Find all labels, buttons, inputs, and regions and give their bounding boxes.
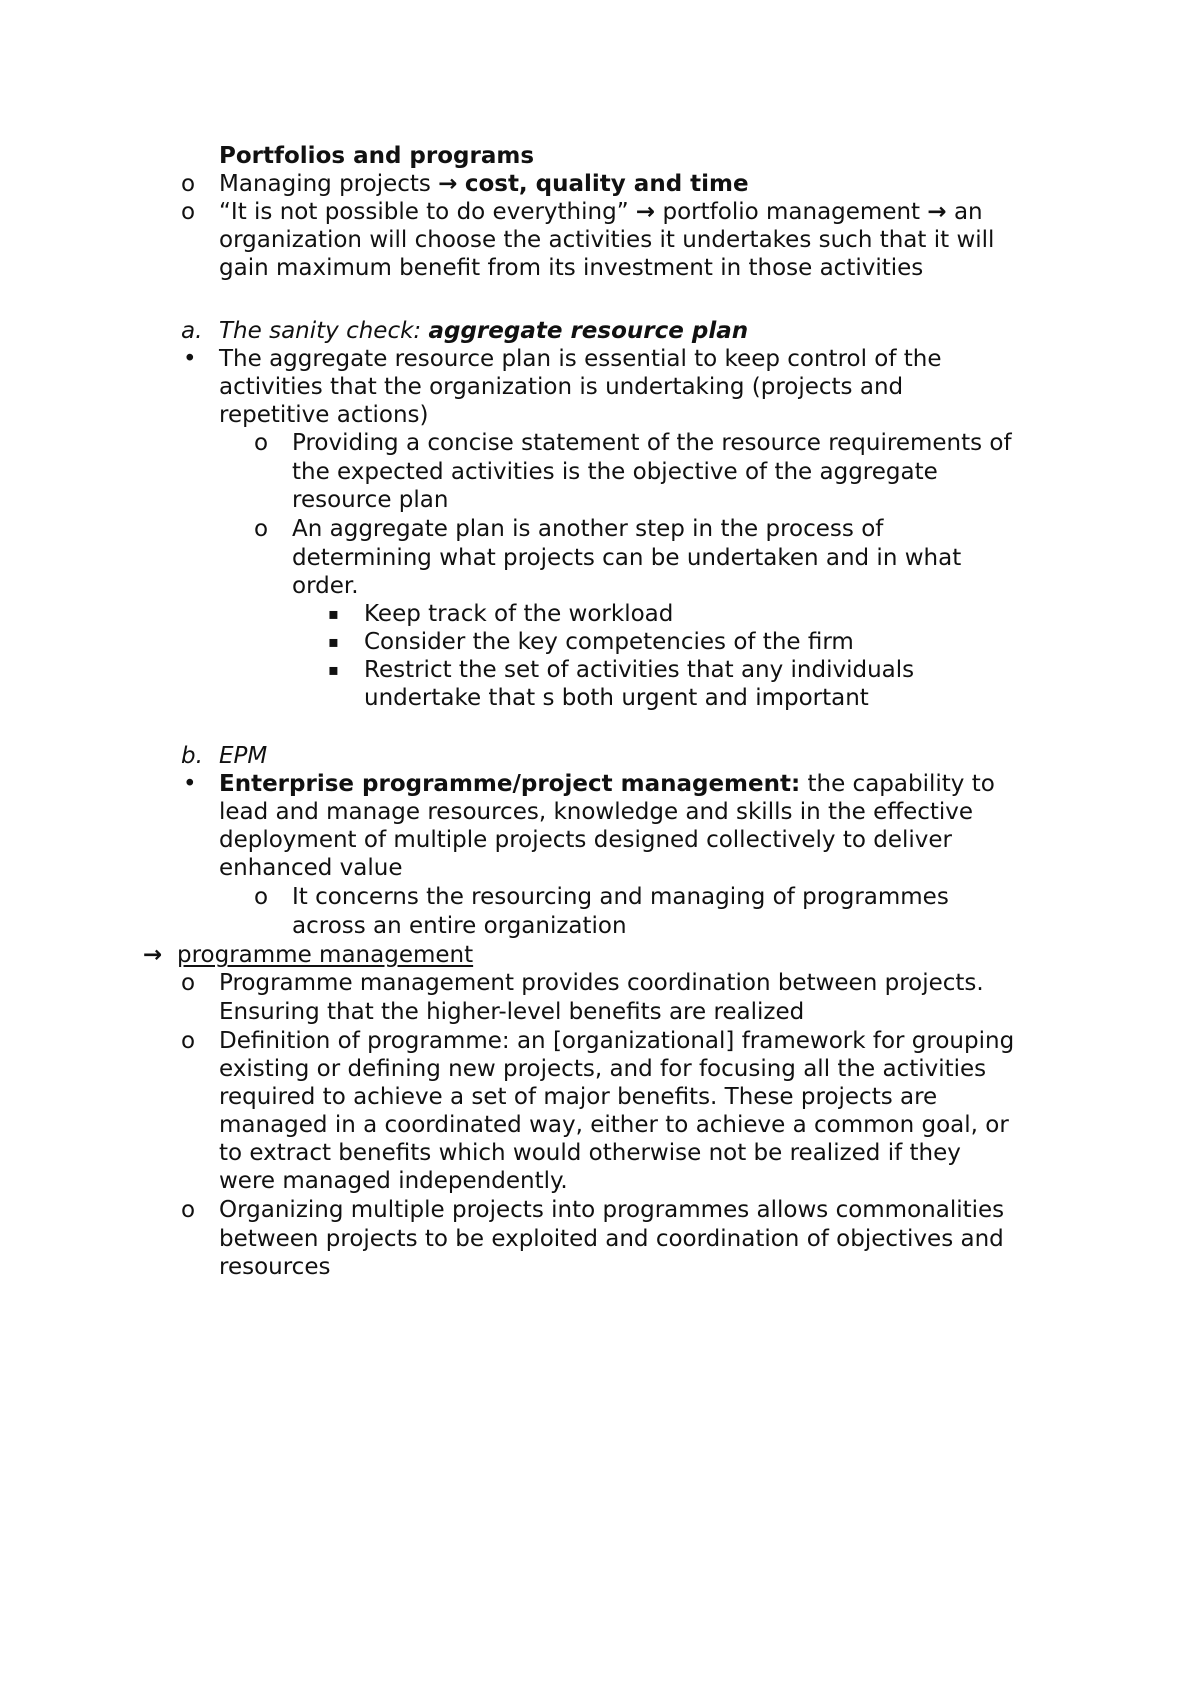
programme-heading: programme management [177,942,474,968]
programme-item-2-line-4: managed in a coordinated way, either to achieve a common goal, or [219,1112,1009,1138]
programme-item-3-line-1: Organizing multiple projects into programmes allows commonalities [219,1197,1005,1223]
intro-item-2-end: an [946,199,983,225]
section-b-bullet-line-3: deployment of multiple projects designed collectively to deliver [219,827,953,853]
circle-bullet-icon: o [181,970,196,996]
arrow-icon: → [635,199,656,225]
section-a-title-bold: aggregate resource plan [428,318,749,344]
square-item-2: Consider the key competencies of the firm [364,629,854,655]
circle-bullet-icon: o [181,171,196,197]
programme-item-2-line-5: to extract benefits which would otherwise not be realized if they [219,1140,961,1166]
circle-bullet-icon: o [181,1197,196,1223]
programme-item-2-line-1: Definition of programme: an [organizational] framework for grouping [219,1028,1015,1054]
circle-bullet-icon: o [254,884,269,910]
intro-item-2-line-3: gain maximum benefit from its investment in those activities [219,255,924,281]
intro-item-2-mid: portfolio management [655,199,928,225]
section-b-sub-line-2: across an entire organization [292,913,627,939]
section-b-bullet-bold: Enterprise programme/project management: [219,771,801,797]
programme-item-3-line-3: resources [219,1254,331,1280]
section-a-sub-2-line-2: determining what projects can be undertaken and in what [292,545,962,571]
square-item-1: Keep track of the workload [364,601,674,627]
section-a-bullet-line-1: The aggregate resource plan is essential to keep control of the [219,346,942,372]
section-a-bullet-line-2: activities that the organization is undertaking (projects and [219,374,904,400]
programme-item-2-line-2: existing or defining new projects, and for focusing all the activities [219,1056,987,1082]
arrow-icon: → [143,942,163,968]
section-a-sub-1-line-1: Providing a concise statement of the resource requirements of [292,430,1012,456]
section-a-bullet-line-3: repetitive actions) [219,402,429,428]
section-b-title: EPM [219,743,268,769]
programme-item-1-line-2: Ensuring that the higher-level benefits are realized [219,999,805,1025]
circle-bullet-icon: o [254,516,269,542]
square-item-3-line-1: Restrict the set of activities that any individuals [364,657,915,683]
intro-item-2-line-2: organization will choose the activities it undertakes such that it will [219,227,995,253]
square-bullet-icon: ▪ [328,660,339,679]
section-a-sub-2-line-1: An aggregate plan is another step in the process of [292,516,884,542]
programme-item-2-line-6: were managed independently. [219,1168,568,1194]
section-a-letter: a. [181,318,203,344]
section-b-sub-line-1: It concerns the resourcing and managing of programmes [292,884,949,910]
circle-bullet-icon: o [181,199,196,225]
intro-item-1-text: Managing projects [219,171,439,197]
section-a-title-italic: The sanity check: [219,318,429,344]
section-a-title [219,317,748,345]
circle-bullet-icon: o [181,1028,196,1054]
section-b-bullet-line-2: lead and manage resources, knowledge and skills in the effective [219,799,974,825]
square-bullet-icon: ▪ [328,604,339,623]
section-a-sub-1-line-3: resource plan [292,487,449,513]
programme-item-2-line-3: required to achieve a set of major benefits. These projects are [219,1084,938,1110]
section-a-sub-1-line-2: the expected activities is the objective of the aggregate [292,459,938,485]
arrow-icon: → [927,199,947,225]
intro-item-2-quote: “It is not possible to do everything” [219,199,636,225]
section-b-bullet-line-4: enhanced value [219,855,403,881]
intro-item-1-emphasis: cost, quality and time [464,171,749,197]
programme-item-1-line-1: Programme management provides coordination between projects. [219,970,984,996]
square-item-3-line-2: undertake that s both urgent and important [364,685,869,711]
section-heading: Portfolios and programs [219,143,535,169]
bullet-icon: • [183,771,197,797]
circle-bullet-icon: o [254,430,269,456]
arrow-icon: → [438,171,458,197]
square-bullet-icon: ▪ [328,632,339,651]
intro-item-1 [219,170,749,198]
section-b-bullet-rest: the capability to [800,771,995,797]
section-a-sub-2-line-3: order. [292,573,359,599]
section-b-letter: b. [181,743,203,769]
intro-item-2-line-1 [219,198,983,226]
section-b-bullet-line-1 [219,770,995,798]
bullet-icon: • [183,346,197,372]
programme-item-3-line-2: between projects to be exploited and coordination of objectives and [219,1226,1004,1252]
